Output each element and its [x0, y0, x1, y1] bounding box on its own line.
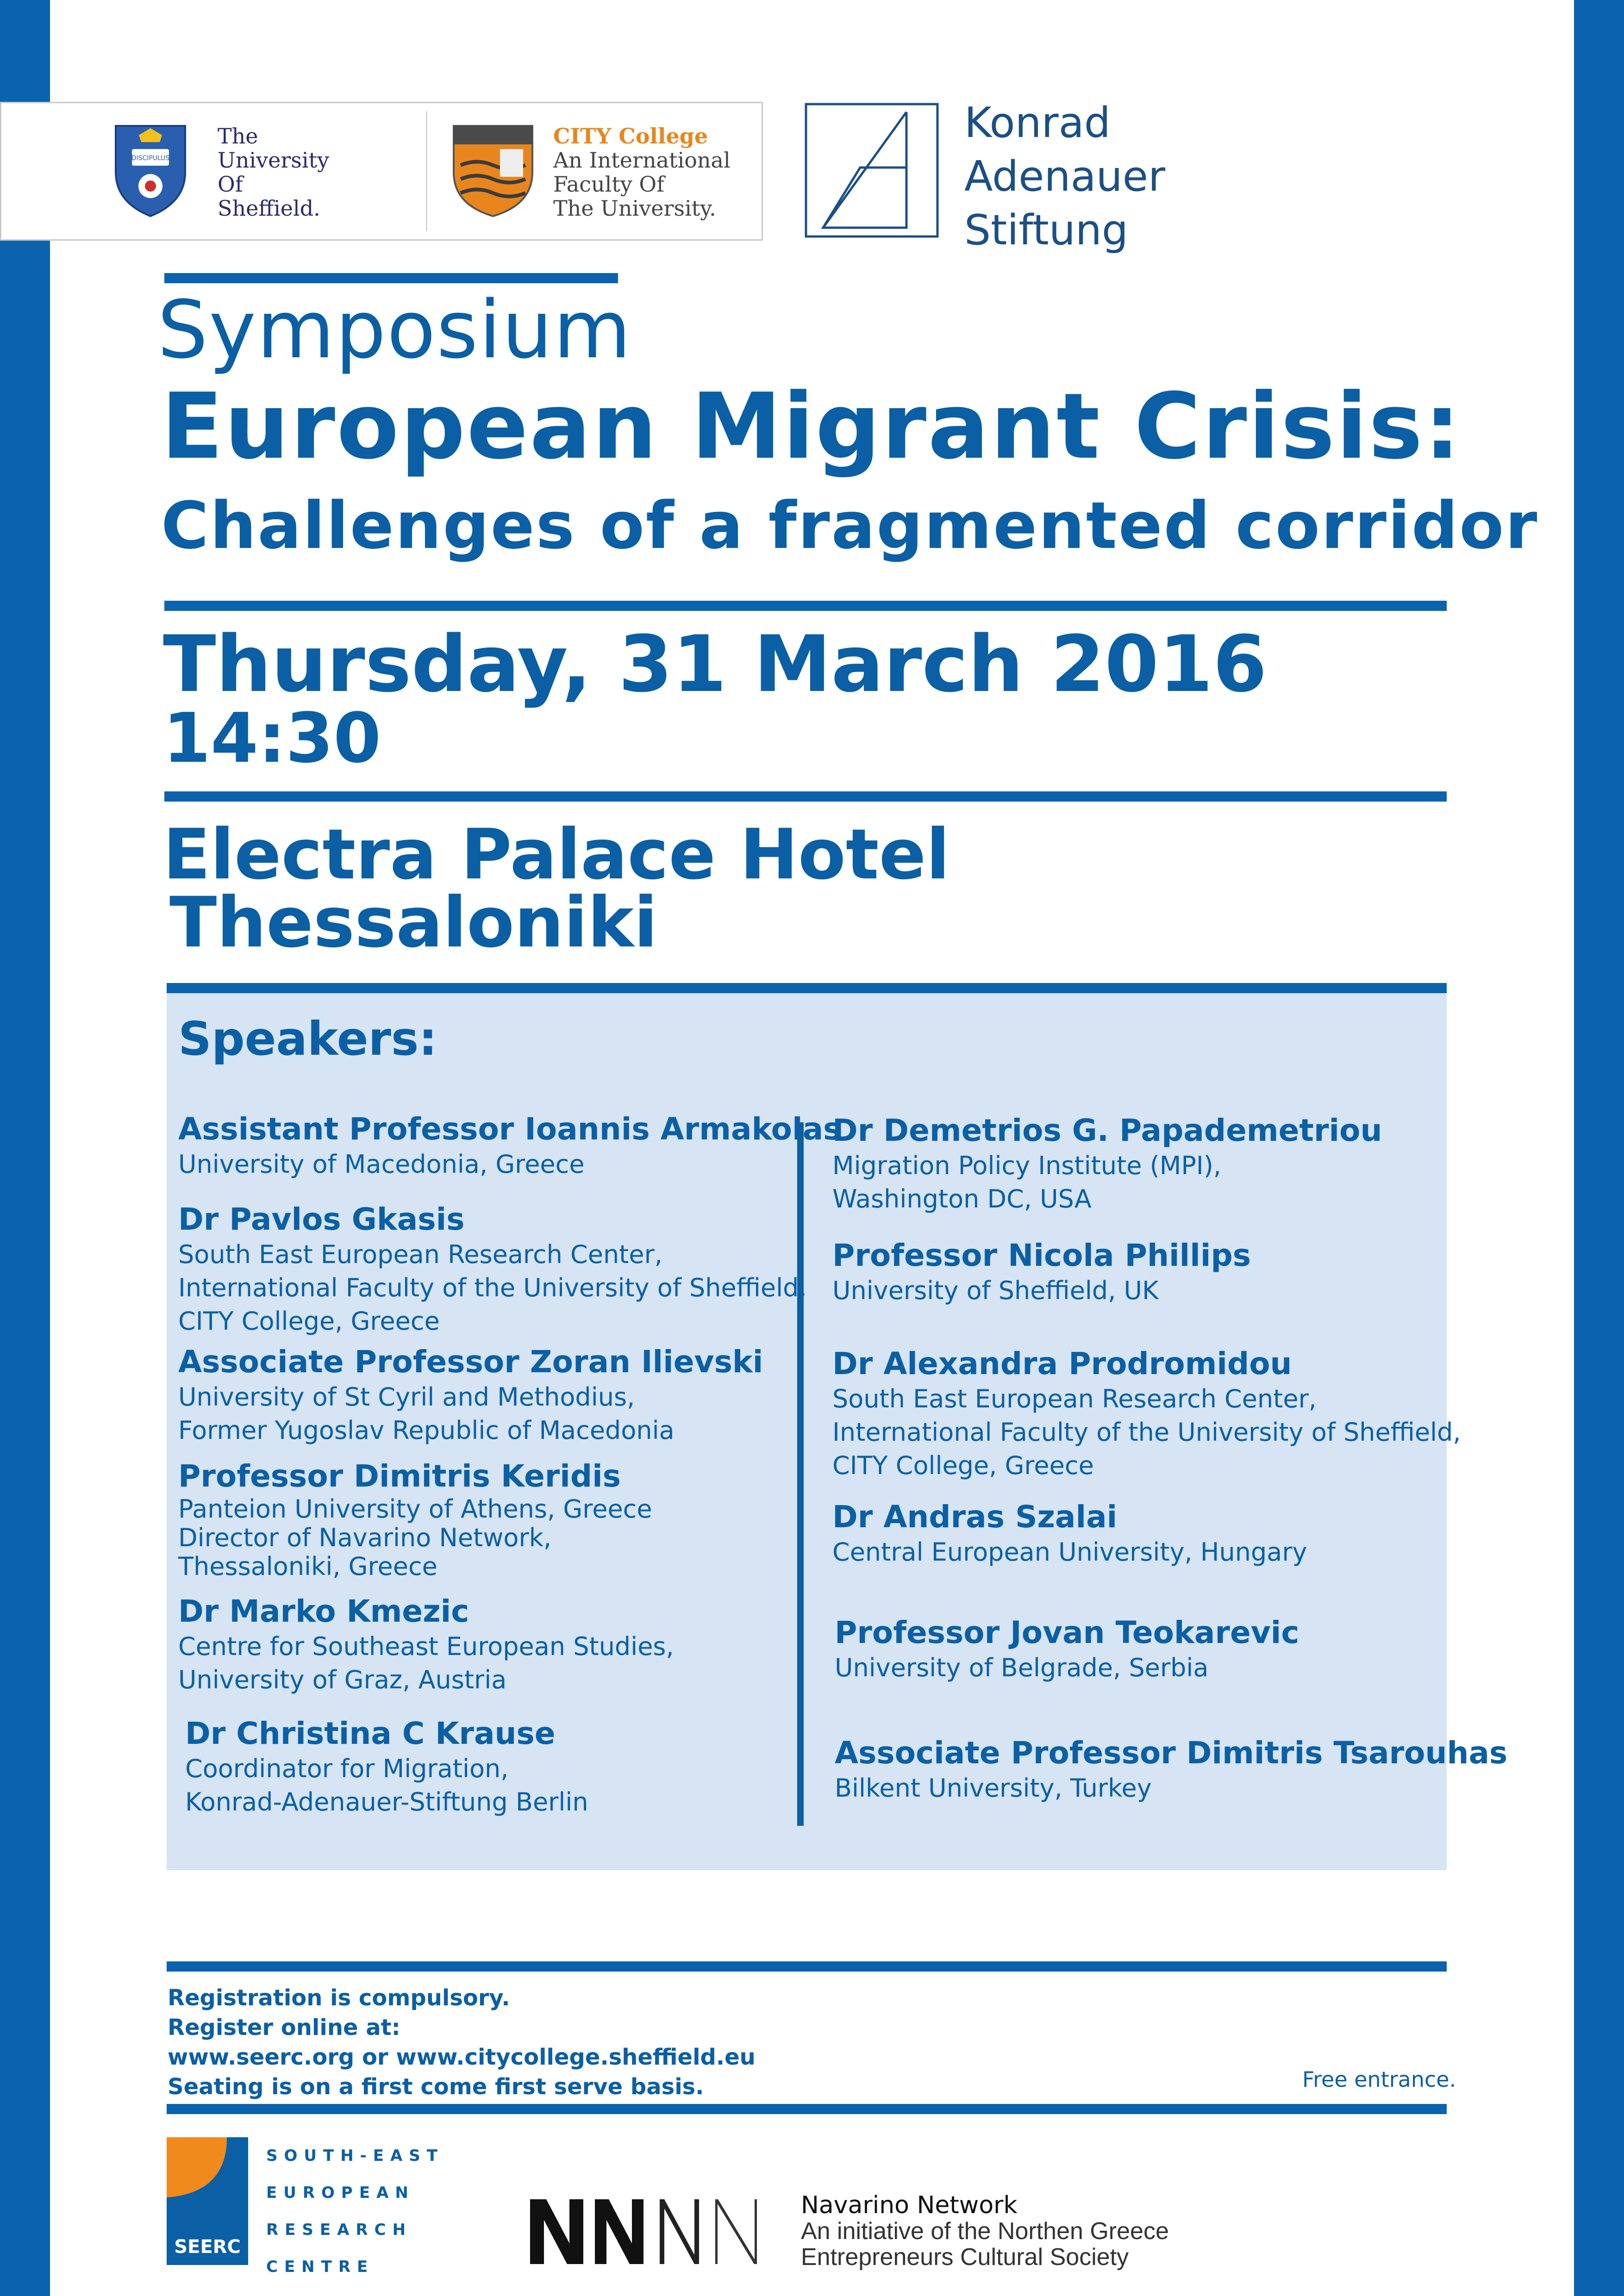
- uos-line: The: [218, 124, 258, 149]
- speakers-heading: Speakers:: [178, 1012, 437, 1066]
- speaker-name: Dr Pavlos Gkasis: [178, 1201, 465, 1237]
- speaker-affiliation: Centre for Southeast European Studies,: [178, 1632, 674, 1661]
- speaker-affiliation: CITY College, Greece: [178, 1307, 440, 1336]
- speaker-affiliation: University of Sheffield, UK: [832, 1276, 1159, 1305]
- speaker-affiliation: CITY College, Greece: [832, 1451, 1094, 1480]
- event-kicker: Symposium: [157, 283, 632, 376]
- speaker-affiliation: University of Belgrade, Serbia: [835, 1653, 1209, 1682]
- konrad-adenauer-stiftung-wordmark: [964, 96, 1165, 257]
- seerc-wordmark: [266, 2137, 444, 2285]
- speaker-name: Professor Jovan Teokarevic: [835, 1615, 1299, 1650]
- speaker-entry: [832, 1345, 1461, 1482]
- city-college-title: CITY College: [553, 124, 708, 149]
- university-of-sheffield-shield-icon: [111, 121, 190, 218]
- konrad-adenauer-stiftung-logo-icon: [805, 103, 939, 238]
- navarino-line: Entrepreneurs Cultural Society: [801, 2244, 1129, 2271]
- event-city: Thessaloniki: [169, 883, 658, 963]
- speaker-entry: [178, 1458, 652, 1581]
- speaker-affiliation: International Faculty of the University of Sheffield,: [178, 1273, 807, 1302]
- speaker-entry: [178, 1201, 807, 1338]
- header-rule: [164, 273, 618, 283]
- navarino-network-logo-icon: [525, 2195, 785, 2269]
- event-time: 14:30: [163, 698, 381, 778]
- speaker-affiliation: South East European Research Center,: [832, 1384, 1317, 1413]
- speaker-name: Associate Professor Dimitris Tsarouhas: [835, 1735, 1508, 1771]
- speaker-entry: [835, 1614, 1299, 1685]
- uos-line: Sheffield.: [218, 196, 320, 221]
- navarino-network-subtitle: [801, 2218, 1169, 2270]
- speaker-affiliation: Bilkent University, Turkey: [835, 1773, 1152, 1803]
- speaker-affiliation: University of Macedonia, Greece: [178, 1150, 585, 1179]
- event-title: European Migrant Crisis:: [161, 374, 1462, 479]
- kas-line: Adenauer: [964, 152, 1166, 201]
- speaker-affiliation: University of St Cyril and Methodius,: [178, 1382, 635, 1412]
- registration-line: Seating is on a first come first serve basis.: [168, 2074, 704, 2100]
- speaker-entry: [835, 1735, 1507, 1805]
- shield-label: DISCIPULUS: [131, 155, 170, 162]
- speaker-affiliation: International Faculty of the University of Sheffield,: [832, 1418, 1461, 1447]
- seerc-logo-icon: [167, 2137, 248, 2265]
- speaker-affiliation: Konrad-Adenauer-Stiftung Berlin: [185, 1787, 588, 1817]
- logo-divider: [426, 111, 427, 231]
- speaker-affiliation: Panteion University of Athens, Greece: [178, 1494, 652, 1524]
- divider-rule: [167, 1961, 1447, 1972]
- speaker-affiliation: Director of Navarino Network,: [178, 1523, 552, 1552]
- navarino-network-title: Navarino Network: [801, 2191, 1018, 2219]
- free-entrance-note: Free entrance.: [1302, 2067, 1456, 2092]
- speaker-affiliation: Former Yugoslav Republic of Macedonia: [178, 1416, 675, 1445]
- speaker-name: Dr Andras Szalai: [832, 1499, 1118, 1535]
- registration-info: [168, 1983, 756, 2102]
- city-college-shield-icon: [449, 121, 537, 218]
- speaker-entry: [832, 1237, 1251, 1307]
- cc-line: An International: [553, 148, 731, 173]
- university-of-sheffield-wordmark: [218, 124, 329, 220]
- speaker-name: Dr Marko Kmezic: [178, 1593, 469, 1629]
- event-subtitle: Challenges of a fragmented corridor: [161, 488, 1539, 564]
- right-border-bar: [1574, 0, 1624, 2296]
- divider-rule: [164, 601, 1447, 611]
- seerc-line: CENTRE: [266, 2258, 375, 2276]
- cc-line: Faculty Of: [553, 172, 665, 197]
- registration-line: Register online at:: [168, 2015, 400, 2041]
- speaker-entry: [832, 1112, 1382, 1216]
- seerc-line: SOUTH-EAST: [266, 2147, 444, 2165]
- event-venue: Electra Palace Hotel: [163, 815, 950, 895]
- speaker-entry: [185, 1715, 588, 1819]
- kas-line: Konrad: [964, 99, 1111, 147]
- speaker-name: Professor Nicola Phillips: [832, 1238, 1251, 1273]
- registration-line: Registration is compulsory.: [168, 1985, 510, 2011]
- city-college-subtitle: [553, 148, 731, 220]
- seerc-line: EUROPEAN: [266, 2184, 415, 2202]
- speaker-affiliation: Central European University, Hungary: [832, 1537, 1307, 1567]
- uos-line: University: [218, 148, 330, 173]
- divider-rule: [167, 983, 1447, 993]
- speaker-entry: [832, 1499, 1307, 1569]
- speaker-affiliation: South East European Research Center,: [178, 1240, 662, 1269]
- cc-line: The University.: [553, 196, 716, 221]
- speaker-name: Professor Dimitris Keridis: [178, 1458, 621, 1494]
- divider-rule: [164, 791, 1447, 802]
- seerc-line: RESEARCH: [266, 2221, 412, 2239]
- speaker-name: Dr Demetrios G. Papademetriou: [832, 1113, 1382, 1148]
- divider-rule: [167, 2104, 1447, 2114]
- speaker-name: Assistant Professor Ioannis Armakolas: [178, 1111, 842, 1147]
- speaker-affiliation: Thessaloniki, Greece: [178, 1552, 437, 1581]
- speaker-entry: [178, 1344, 763, 1447]
- speaker-name: Associate Professor Zoran Ilievski: [178, 1344, 763, 1380]
- uos-line: Of: [218, 172, 243, 197]
- speaker-affiliation: Washington DC, USA: [832, 1184, 1092, 1213]
- speaker-name: Dr Alexandra Prodromidou: [832, 1346, 1292, 1381]
- speaker-entry: [178, 1111, 841, 1181]
- event-date: Thursday, 31 March 2016: [163, 619, 1267, 709]
- registration-link-line[interactable]: www.seerc.org or www.citycollege.sheffield.eu: [168, 2044, 756, 2070]
- seerc-mark-text: SEERC: [174, 2236, 241, 2258]
- speaker-affiliation: University of Graz, Austria: [178, 1665, 507, 1694]
- speaker-name: Dr Christina C Krause: [185, 1716, 556, 1751]
- speaker-affiliation: Coordinator for Migration,: [185, 1754, 509, 1783]
- left-border-bar: [0, 0, 50, 2296]
- navarino-line: An initiative of the Northen Greece: [801, 2218, 1169, 2245]
- kas-line: Stiftung: [964, 206, 1129, 255]
- speaker-affiliation: Migration Policy Institute (MPI),: [832, 1151, 1222, 1180]
- speaker-entry: [178, 1593, 674, 1697]
